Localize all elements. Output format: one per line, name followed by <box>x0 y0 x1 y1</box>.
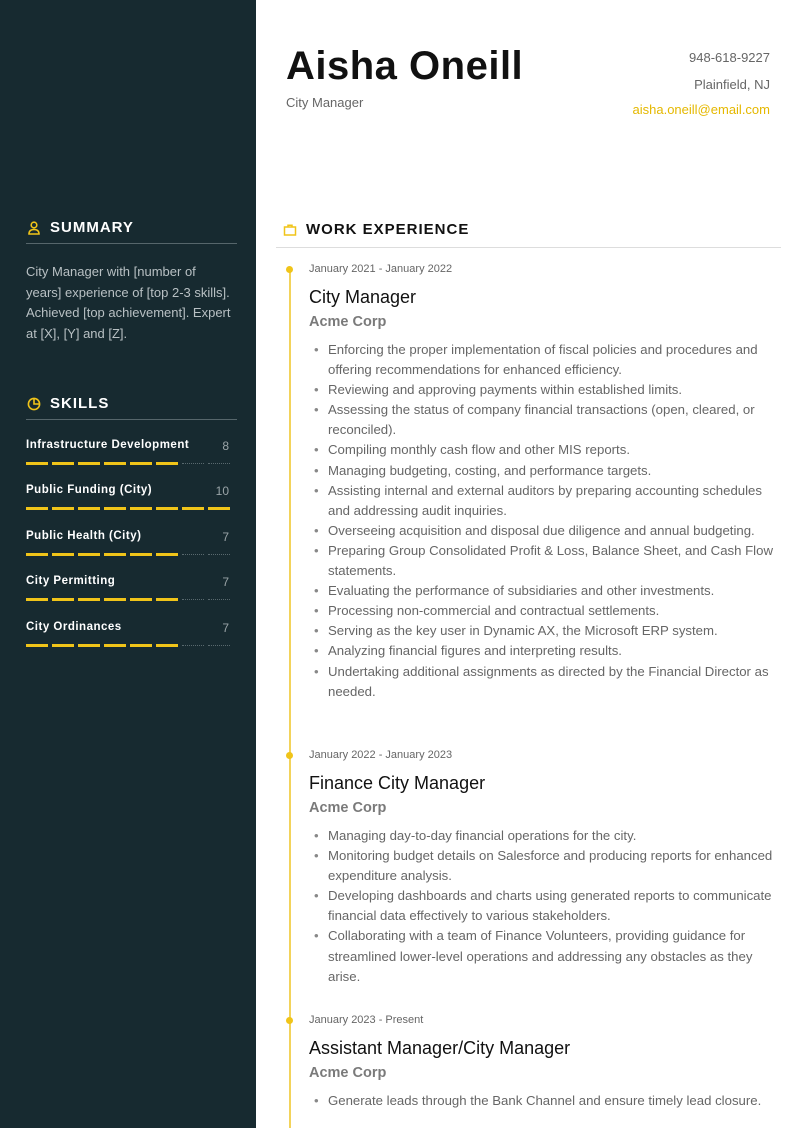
skill-item <box>26 436 231 481</box>
skill-level: 7 <box>222 620 229 635</box>
job-dates: January 2021 - January 2022 <box>309 263 453 275</box>
job-bullet: • Assisting internal and external auditors by preparing accounting schedules and addressing audit inquiries. <box>328 481 776 521</box>
phone-number: 948-618-9227 <box>689 50 770 65</box>
job-bullet: • Monitoring budget details on Salesforce and producing reports for enhanced expenditure analysis. <box>328 846 776 886</box>
skill-rating-bar <box>26 507 230 510</box>
skill-rating-segment <box>130 462 152 465</box>
pie-chart-icon <box>26 396 42 412</box>
job-entry <box>286 1014 776 1111</box>
skill-rating-segment <box>130 644 152 647</box>
skills-title: SKILLS <box>50 395 110 412</box>
skill-rating-segment <box>208 507 230 510</box>
job-bullet: • Reviewing and approving payments within established limits. <box>328 380 776 400</box>
email-link[interactable]: aisha.oneill@email.com <box>632 102 770 117</box>
summary-title: SUMMARY <box>50 219 134 236</box>
skill-rating-segment <box>182 645 204 646</box>
skill-rating-segment <box>26 553 48 556</box>
location: Plainfield, NJ <box>694 77 770 92</box>
summary-text: City Manager with [number of years] experience of [top 2-3 skills]. Achieved [top achievement]. Expert at [X], [Y] and [Z]. <box>26 264 231 341</box>
skill-item <box>26 572 231 617</box>
skill-rating-segment <box>104 598 126 601</box>
skill-rating-segment <box>156 507 178 510</box>
skill-rating-segment <box>130 553 152 556</box>
job-bullet: • Analyzing financial figures and interpreting results. <box>328 641 776 661</box>
skill-rating-segment <box>182 599 204 600</box>
person-icon <box>26 220 42 236</box>
skill-rating-segment <box>208 599 230 600</box>
skill-rating-segment <box>78 553 100 556</box>
job-bullet: • Managing day-to-day financial operations for the city. <box>328 826 776 846</box>
skill-rating-segment <box>156 644 178 647</box>
skill-rating-segment <box>182 507 204 510</box>
skill-name: Public Funding (City) <box>26 484 153 497</box>
job-bullet: • Managing budgeting, costing, and performance targets. <box>328 461 776 481</box>
job-role: City Manager <box>309 287 417 307</box>
skill-item <box>26 527 231 572</box>
skill-rating-bar <box>26 644 230 647</box>
skill-rating-segment <box>26 507 48 510</box>
job-entry <box>286 263 776 702</box>
skill-level: 10 <box>215 484 229 499</box>
skill-rating-segment <box>104 553 126 556</box>
skill-rating-segment <box>78 462 100 465</box>
skill-rating-segment <box>78 507 100 510</box>
skill-rating-segment <box>78 644 100 647</box>
skill-rating-segment <box>182 463 204 464</box>
briefcase-icon <box>282 222 298 238</box>
skill-name: City Ordinances <box>26 620 122 633</box>
work-experience-title: WORK EXPERIENCE <box>306 221 470 238</box>
skill-level: 8 <box>222 439 229 453</box>
job-role: Assistant Manager/City Manager <box>309 1038 571 1058</box>
job-company: Acme Corp <box>309 314 387 330</box>
skill-rating-segment <box>26 462 48 465</box>
job-entry <box>286 749 776 987</box>
job-bullet: • Collaborating with a team of Finance Volunteers, providing guidance for streamlined lower-level operations and addressing any obstacles as they arise. <box>328 926 776 986</box>
skill-rating-segment <box>104 462 126 465</box>
skill-rating-segment <box>78 598 100 601</box>
job-bullets <box>328 826 776 987</box>
job-dates: January 2023 - Present <box>309 1014 424 1026</box>
job-bullet: • Undertaking additional assignments as directed by the Financial Director as needed. <box>328 662 776 702</box>
job-bullet: • Generate leads through the Bank Channel and ensure timely lead closure. <box>328 1091 776 1111</box>
summary-heading <box>26 212 237 244</box>
job-bullet: • Preparing Group Consolidated Profit & Loss, Balance Sheet, and Cash Flow statements. <box>328 541 776 581</box>
skill-rating-segment <box>52 507 74 510</box>
skill-rating-segment <box>208 554 230 555</box>
skill-rating-segment <box>208 645 230 646</box>
skill-rating-segment <box>130 507 152 510</box>
skill-rating-segment <box>52 553 74 556</box>
skill-rating-segment <box>104 644 126 647</box>
skill-rating-segment <box>156 553 178 556</box>
skill-rating-segment <box>26 598 48 601</box>
job-bullets <box>328 340 776 702</box>
job-bullet: • Compiling monthly cash flow and other MIS reports. <box>328 440 776 460</box>
sidebar <box>0 0 256 1128</box>
skill-rating-bar <box>26 462 230 465</box>
job-bullets <box>328 1091 776 1111</box>
work-experience-heading <box>276 212 781 248</box>
timeline-dot <box>286 266 293 273</box>
skill-item <box>26 481 231 526</box>
timeline-dot <box>286 1017 293 1024</box>
skill-name: Public Health (City) <box>26 529 142 542</box>
job-bullet: • Developing dashboards and charts using generated reports to communicate financial data effectively to various stakeholders. <box>328 886 776 926</box>
skill-rating-segment <box>52 598 74 601</box>
job-bullet: • Serving as the key user in Dynamic AX, the Microsoft ERP system. <box>328 621 776 641</box>
skill-name: Infrastructure Development <box>26 439 190 451</box>
job-bullet: • Assessing the status of company financial transactions (open, cleared, or reconciled). <box>328 400 776 440</box>
skill-name: City Permitting <box>26 575 116 588</box>
skill-rating-segment <box>208 463 230 464</box>
skills-list <box>26 436 231 663</box>
skill-rating-segment <box>52 644 74 647</box>
job-dates: January 2022 - January 2023 <box>309 749 453 761</box>
skill-rating-segment <box>156 598 178 601</box>
skill-item <box>26 618 231 663</box>
timeline-dot <box>286 752 293 759</box>
skill-rating-segment <box>156 462 178 465</box>
skill-level: 7 <box>222 529 229 544</box>
candidate-name: Aisha Oneill <box>286 44 524 88</box>
skill-rating-segment <box>104 507 126 510</box>
skill-rating-segment <box>130 598 152 601</box>
job-company: Acme Corp <box>309 1065 387 1081</box>
skill-level: 7 <box>222 575 229 590</box>
skill-rating-segment <box>52 462 74 465</box>
skills-heading <box>26 388 237 420</box>
skill-rating-bar <box>26 598 230 601</box>
skill-rating-bar <box>26 553 230 556</box>
job-role: Finance City Manager <box>309 773 486 793</box>
candidate-title: City Manager <box>286 95 364 110</box>
skill-rating-segment <box>26 644 48 647</box>
job-company: Acme Corp <box>309 800 387 816</box>
job-bullet: • Processing non-commercial and contractual settlements. <box>328 601 776 621</box>
skill-rating-segment <box>182 554 204 555</box>
job-bullet: • Overseeing acquisition and disposal due diligence and annual budgeting. <box>328 521 776 541</box>
job-bullet: • Evaluating the performance of subsidiaries and other investments. <box>328 581 776 601</box>
job-bullet: • Enforcing the proper implementation of fiscal policies and procedures and offering recommendations for enhanced efficiency. <box>328 340 776 380</box>
